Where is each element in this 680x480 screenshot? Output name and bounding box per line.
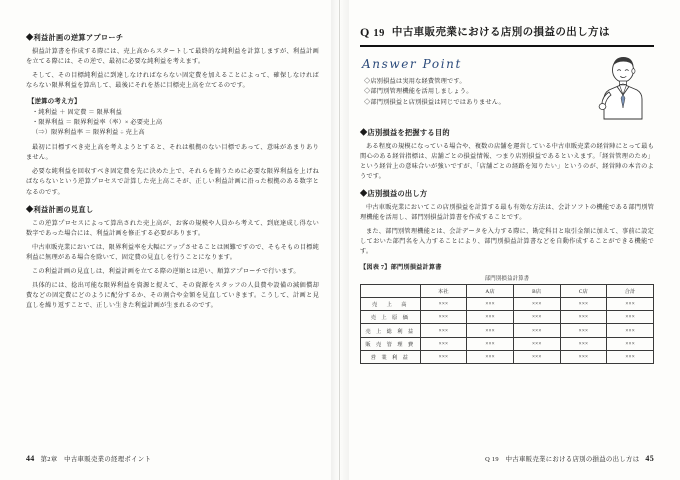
section-heading-profit-plan-approach: ◆利益計画の逆算アプローチ: [26, 34, 124, 42]
row-header: 売 上 総 利 益: [361, 324, 421, 337]
table-row: [361, 324, 654, 337]
paragraph: 最初に目標すべき売上高を考えようとすると、それは根拠のない目標であって、意味があまりありません。: [26, 144, 319, 162]
table-cell: ×××: [607, 298, 654, 311]
paragraph: そして、その目標純利益に到達しなければならない固定費を加えることによって、確保しなければならない限界利益を算出して、最後にそれを基に目標売上高を立てるのです。: [26, 72, 319, 90]
table-cell: ×××: [513, 337, 560, 350]
table-cell: ×××: [420, 324, 467, 337]
question-number-value: 19: [373, 28, 385, 39]
page-title: 中古車販売業における店別の損益の出し方は: [391, 27, 610, 39]
answer-point-title: Answer Point: [362, 56, 462, 71]
column-header: [361, 284, 421, 297]
row-header: 売 上 原 価: [361, 311, 421, 324]
table-header-row: [361, 284, 654, 297]
table-cell: ×××: [420, 337, 467, 350]
column-header: C店: [560, 284, 607, 297]
question-header: [360, 26, 654, 47]
table-cell: ×××: [607, 311, 654, 324]
table-cell: ×××: [607, 337, 654, 350]
row-header: 販 売 管 理 費: [361, 337, 421, 350]
column-header: B店: [513, 284, 560, 297]
table-cell: ×××: [513, 311, 560, 324]
formula-line: ・純利益 ＋ 固定費 ＝ 限界利益: [32, 109, 123, 117]
table-cell: ×××: [467, 298, 514, 311]
table-cell: ×××: [467, 337, 514, 350]
paragraph: 具体的には、捻出可能な限界利益を資源と捉えて、その資源をスタッフの人員費や設備の減価償却費などの固定費にどのように配分するか、その割合や金額を見直していきます。こうして、計画と見直しを繰り返すことで、正しい生きた利益計画が生まれるのです。: [26, 281, 319, 309]
table-cell: ×××: [513, 298, 560, 311]
question-number: [360, 26, 385, 40]
table-cell: ×××: [560, 350, 607, 363]
table-cell: ×××: [607, 324, 654, 337]
businessman-illustration-icon: [590, 53, 652, 121]
table-row: [361, 337, 654, 350]
box-heading-reverse-calculation: 【逆算の考え方】: [28, 98, 81, 106]
paragraph: 中古車販売業においてこの店別損益を計算する最も有効な方法は、会計ソフトの機能である部門別管理機能を活用し、部門別損益計算書を作成することです。: [360, 203, 654, 221]
column-header: 本社: [420, 284, 467, 297]
column-header: A店: [467, 284, 514, 297]
paragraph: この逆算プロセスによって算出された売上高が、お客の規模や人員から考えて、到底達成し得ない数字であった場合には、利益計画を修正する必要があります。: [26, 219, 319, 237]
page-number: 44: [26, 454, 35, 463]
table-row: [361, 311, 654, 324]
table-cell: ×××: [513, 324, 560, 337]
paragraph: また、部門別管理機能とは、会計データを入力する際に、勘定科目と取引金額に加えて、事前に設定しておいた部門名を入力することにより、部門別損益計算書などを自動作成することができる機能です。: [360, 227, 654, 255]
paragraph: 損益計算書を作成する際には、売上高からスタートして最終的な純利益を計算しますが、利益計画を立てる際には、その逆で、最初に必要な純利益を考えます。: [26, 48, 319, 66]
table-cell: ×××: [607, 350, 654, 363]
list-item: ◇部門別損益と店別損益は同じではありません。: [364, 98, 505, 106]
footer-chapter-title: 第2章 中古車販売業の経理ポイント: [40, 456, 152, 463]
formula-line: ・限界利益 ＝ 限界利益率（率）× 必要売上高: [32, 119, 163, 127]
row-header: 営 業 利 益: [361, 350, 421, 363]
paragraph: この利益計画の見直しは、利益計画を立てる際の逆順とは逆い、順算アプローチで行います。: [32, 267, 300, 275]
section-heading-profit-plan-review: ◆利益計画の見直し: [26, 205, 94, 214]
table-row: [361, 350, 654, 363]
table-cell: ×××: [560, 298, 607, 311]
row-header: 売 上 高: [361, 298, 421, 311]
formula-line: （⇒）限界利益率 ＝ 限界利益 ÷ 売上高: [32, 129, 145, 137]
question-number-prefix: Q: [360, 25, 370, 39]
table-cell: ×××: [420, 350, 467, 363]
section-heading-method: ◆店別損益の出し方: [360, 189, 428, 198]
paragraph: 必要な純利益を回収すべき固定費を先に決めた上で、それらを賄うために必要な限界利益を上げねばならないという逆算プロセスで計算した売上高こそが、正しい利益計画に沿った根拠のある数字となるのです。: [26, 168, 319, 196]
footer-section-title: Q 19 中古車販売業における店別の損益の出し方は: [485, 456, 640, 463]
table-cell: ×××: [420, 298, 467, 311]
paragraph: ある程度の規模になっている場合や、複数の店舗を運営している中古車販売業の経営陣にとって最も関心のある経営指標は、店舗ごとの損益情報、つまり店別損益であるといえます。「経営管理のため」という経営上の意味合いが強いですが、「店舗ごとの経路を知りたい」というのが、経営陣の本音のようです。: [360, 142, 654, 180]
column-header: 合計: [607, 284, 654, 297]
table-cell: ×××: [467, 311, 514, 324]
section-heading-purpose: ◆店別損益を把握する目的: [360, 128, 450, 137]
table-row: [361, 298, 654, 311]
figure-label: 【図表 7】部門別損益計算書: [360, 263, 442, 271]
department-profit-table: [360, 284, 654, 364]
page-number: 45: [645, 454, 654, 463]
table-cell: ×××: [467, 350, 514, 363]
left-page-footer: [26, 454, 151, 463]
table-cell: ×××: [560, 324, 607, 337]
table-cell: ×××: [560, 337, 607, 350]
paragraph: 中古車販売業においては、限界利益率を大幅にアップさせることは困難ですので、そもそもの目標純利益に無理がある場合を除いて、固定費の見直しを行うことになります。: [26, 243, 319, 261]
table-cell: ×××: [513, 350, 560, 363]
right-page-footer: [485, 454, 654, 463]
table-cell: ×××: [420, 311, 467, 324]
list-item: ◇部門別管理機能を活用しましょう。: [364, 88, 473, 96]
table-caption: 部門別損益計算書: [484, 275, 530, 282]
list-item: ◇店別損益は実用な経費管理です。: [364, 77, 466, 85]
right-page: [340, 0, 680, 480]
answer-point-block: [360, 57, 654, 119]
table-cell: ×××: [467, 324, 514, 337]
table-cell: ×××: [560, 311, 607, 324]
